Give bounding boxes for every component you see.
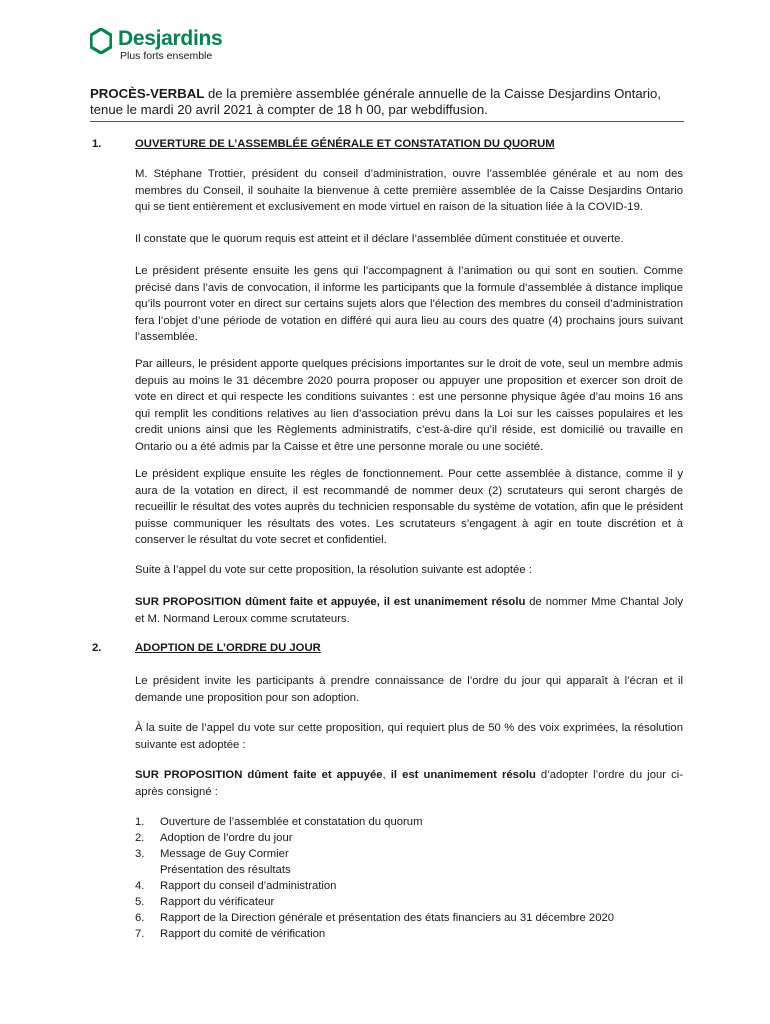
agenda-item-number: 7. xyxy=(135,928,145,940)
section-1-paragraph-1: M. Stéphane Trottier, président du conseil d’administration, ouvre l’assemblée générale et au nom des membres du Conseil, il souhaite la bienvenue à cette première assemblée de la Caisse Desjardins Ontario qui se tient entièrement et exclusivement en mode virtuel en raison de la situation liée à la COVID-19. xyxy=(135,168,683,213)
agenda-item-text: Message de Guy Cormier xyxy=(160,848,289,860)
agenda-item-text: Rapport de la Direction générale et présentation des états financiers au 31 décembre 2020 xyxy=(160,912,615,924)
section-1-paragraph-3: Le président présente ensuite les gens qui l’accompagnent à l’animation ou qui sont en soutien. Comme précisé dans l’avis de convocation, il informe les participants que la formule d’assemblée à distance implique qu’ils pourront voter en direct sur certains sujets alors que l’élection des membres du conseil d’administration fera l’objet d’une période de votation en différé qui aura lieu au cours des quatre (4) prochains jours suivant l’assemblée. xyxy=(135,265,683,343)
section-2-paragraph-1: Le président invite les participants à prendre connaissance de l’ordre du jour qui apparaît à l’écran et il demande une proposition pour son adoption. xyxy=(135,675,683,704)
document-title xyxy=(90,86,684,118)
agenda-item xyxy=(135,910,683,926)
agenda-item-number: 1. xyxy=(135,816,145,828)
resolution-2-bold-2: il est unanimement résolu xyxy=(390,769,536,781)
agenda-item xyxy=(135,894,683,910)
agenda-item-number: 2. xyxy=(135,832,145,844)
title-rest: de la première assemblée générale annuelle de la Caisse Desjardins Ontario, tenue le mardi 20 avril 2021 à compter de 18 h 00, par webdiffusion. xyxy=(90,86,662,117)
agenda-item-text: Rapport du vérificateur xyxy=(160,896,275,908)
desjardins-hexagon-icon xyxy=(90,28,112,54)
title-divider xyxy=(90,121,684,122)
agenda-item-text: Ouverture de l’assemblée et constatation du quorum xyxy=(160,816,423,828)
section-1-resolution xyxy=(135,594,683,627)
section-1-number: 1. xyxy=(92,138,102,150)
agenda-item xyxy=(135,926,683,942)
section-1-heading: OUVERTURE DE L’ASSEMBLÉE GÉNÉRALE ET CONSTATATION DU QUORUM xyxy=(135,138,555,150)
resolution-2-text: d’adopter l’ordre du jour ci-après consigné : xyxy=(135,769,684,798)
desjardins-logo xyxy=(90,28,222,62)
agenda-item-text: Présentation des résultats xyxy=(160,864,291,876)
agenda-item-number xyxy=(135,862,160,878)
title-lead: PROCÈS-VERBAL xyxy=(90,86,205,101)
agenda-item-number: 3. xyxy=(135,848,145,860)
resolution-1-text: de nommer Mme Chantal Joly et M. Normand Leroux comme scrutateurs. xyxy=(135,596,683,625)
agenda-item xyxy=(135,846,683,862)
agenda-item xyxy=(135,830,683,846)
section-1-paragraph-2: Il constate que le quorum requis est atteint et il déclare l’assemblée dûment constituée et ouverte. xyxy=(135,233,624,245)
agenda-list xyxy=(135,814,683,942)
section-1-paragraph-4: Par ailleurs, le président apporte quelques précisions importantes sur le droit de vote, seul un membre admis depuis au moins le 31 décembre 2020 pourra proposer ou appuyer une proposition et exercer son droit de vote en direct et qui respecte les conditions suivantes : est une personne physique âgée d’au moins 16 ans qui remplit les conditions relatives au lien d’association prévu dans la Loi sur les caisses populaires et les credit unions ainsi que les Règlements administratifs, c’est-à-dire qu’il réside, est domicilié ou travaille en Ontario ou a été admis par la Caisse et être une personne morale ou une société. xyxy=(135,358,683,453)
section-2-paragraph-2: À la suite de l’appel du vote sur cette proposition, qui requiert plus de 50 % des voix exprimées, la résolution suivante est adoptée : xyxy=(135,722,683,751)
resolution-2-sep: , xyxy=(382,769,391,781)
section-1-paragraph-5: Le président explique ensuite les règles de fonctionnement. Pour cette assemblée à distance, comme il y aura de la votation en direct, il est recommandé de nommer deux (2) scrutateurs qui seront chargés de recueillir le résultat des votes auprès du technicien responsable du système de votation, afin que le président puisse communiquer les résultats des votes. Les scrutateurs s’engagent à agir en toute discrétion et à conserver le résultat du vote secret et confidentiel. xyxy=(135,468,683,546)
agenda-item xyxy=(135,814,683,830)
section-2-number: 2. xyxy=(92,642,102,654)
agenda-item-number: 4. xyxy=(135,880,145,892)
agenda-item-text: Rapport du comité de vérification xyxy=(160,928,326,940)
agenda-item-number: 6. xyxy=(135,912,145,924)
section-2-resolution xyxy=(135,767,683,800)
section-1-paragraph-6: Suite à l’appel du vote sur cette proposition, la résolution suivante est adoptée : xyxy=(135,564,532,576)
agenda-item-text: Adoption de l’ordre du jour xyxy=(160,832,293,844)
section-2-heading: ADOPTION DE L’ORDRE DU JOUR xyxy=(135,642,321,654)
agenda-item xyxy=(135,862,683,878)
brand-name: Desjardins xyxy=(118,27,223,50)
agenda-item-text: Rapport du conseil d’administration xyxy=(160,880,337,892)
agenda-item-number: 5. xyxy=(135,896,145,908)
brand-tagline: Plus forts ensemble xyxy=(120,50,213,62)
resolution-1-bold: SUR PROPOSITION dûment faite et appuyée, il est unanimement résolu xyxy=(135,596,526,608)
agenda-item xyxy=(135,878,683,894)
resolution-2-bold-1: SUR PROPOSITION dûment faite et appuyée xyxy=(135,769,383,781)
